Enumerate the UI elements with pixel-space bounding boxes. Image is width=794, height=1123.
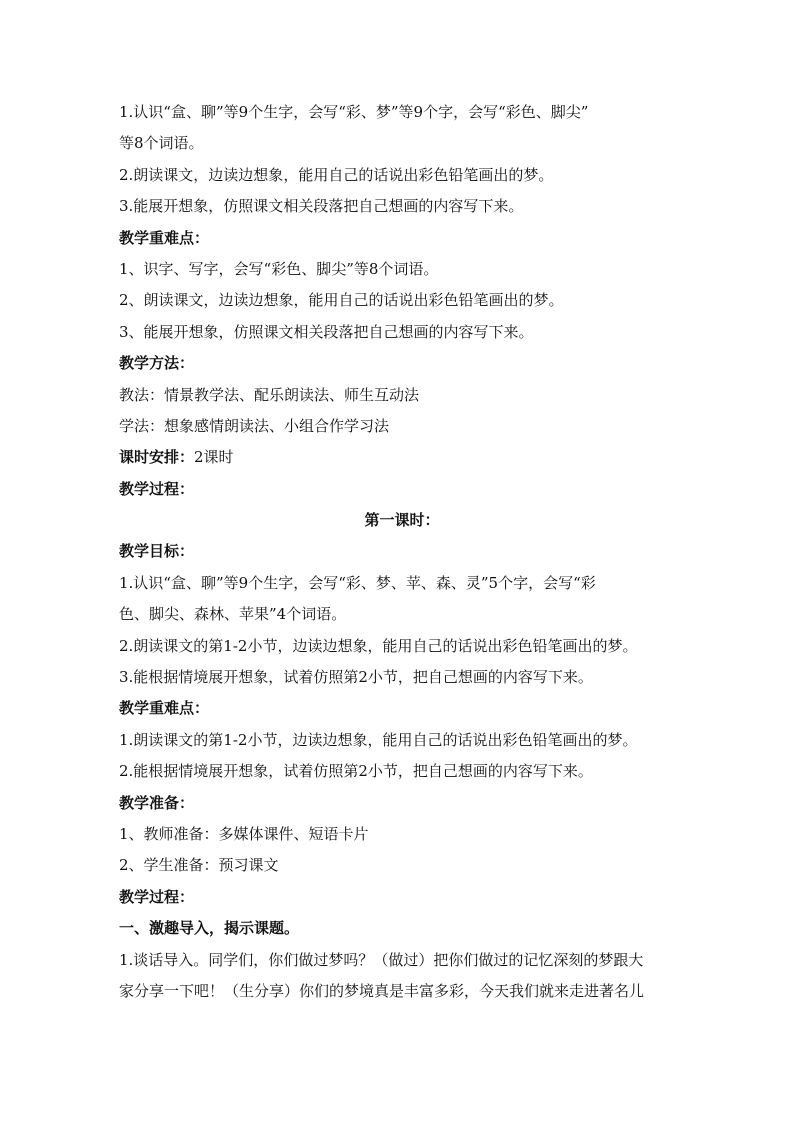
paragraph-line: 1、识字、写字，会写“彩色、脚尖”等8个词语。: [119, 259, 439, 278]
paragraph-line: 家分享一下吧！（生分享）你们的梦境真是丰富多彩，今天我们就来走进著名儿: [119, 981, 645, 1000]
paragraph-line: 2.朗读课文，边读边想象，能用自己的话说出彩色铅笔画出的梦。: [119, 165, 554, 184]
schedule-label: 课时安排：: [119, 448, 195, 467]
paragraph-line: 2.能根据情境展开想象，试着仿照第2小节，把自己想画的内容写下来。: [119, 762, 593, 781]
subsection-heading: 一、激趣导入，揭示课题。: [119, 919, 300, 938]
paragraph-line: 1.认识“盒、聊”等9个生字，会写“彩、梦、苹、森、灵”5个字，会写“彩: [119, 573, 596, 592]
paragraph-line: 教法：情景教学法、配乐朗读法、师生互动法: [119, 385, 420, 404]
paragraph-line: 3.能展开想象，仿照课文相关段落把自己想画的内容写下来。: [119, 197, 524, 216]
paragraph-line: 学法：想象感情朗读法、小组合作学习法: [119, 416, 390, 435]
section-heading: 教学重难点：: [119, 699, 210, 718]
paragraph-line: 2、学生准备：预习课文: [119, 856, 279, 875]
paragraph-line: 1、教师准备：多媒体课件、短语卡片: [119, 824, 369, 843]
section-heading: 教学准备：: [119, 793, 195, 812]
section-heading: 教学方法：: [119, 354, 195, 373]
document-page: [119, 97, 685, 1007]
section-heading: 教学过程：: [119, 479, 195, 498]
section-heading: 教学目标：: [119, 542, 195, 561]
paragraph-line: 等8个词语。: [119, 134, 204, 153]
paragraph-line: 1.朗读课文的第1-2小节，边读边想象，能用自己的话说出彩色铅笔画出的梦。: [119, 730, 638, 749]
paragraph-line: 3.能根据情境展开想象，试着仿照第2小节，把自己想画的内容写下来。: [119, 668, 593, 687]
paragraph-line: 3、能展开想象，仿照课文相关段落把自己想画的内容写下来。: [119, 322, 534, 341]
paragraph-line: 色、脚尖、森林、苹果”4个词语。: [119, 605, 347, 624]
paragraph-line: 1.谈话导入。同学们，你们做过梦吗？（做过）把你们做过的记忆深刻的梦跟大: [119, 950, 644, 969]
schedule-value: 2课时: [194, 448, 234, 467]
lesson-title: 第一课时：: [364, 511, 440, 530]
section-heading: 教学过程：: [119, 887, 195, 906]
paragraph-line: 2.朗读课文的第1-2小节，边读边想象，能用自己的话说出彩色铅笔画出的梦。: [119, 636, 638, 655]
paragraph-line: 2、朗读课文，边读边想象，能用自己的话说出彩色铅笔画出的梦。: [119, 291, 564, 310]
schedule-line: [119, 442, 685, 473]
paragraph-line: 1.认识“盒、聊”等9个生字，会写“彩、梦”等9个字，会写“彩色、脚尖”: [119, 103, 589, 121]
section-heading: 教学重难点：: [119, 228, 210, 247]
